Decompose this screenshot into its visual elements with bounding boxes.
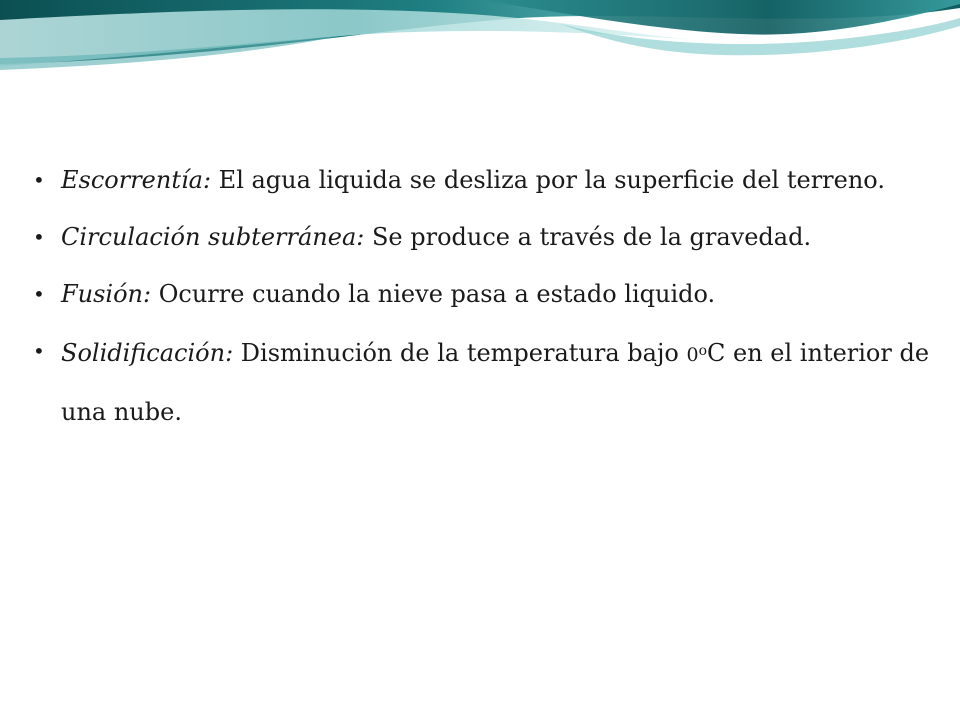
bullet-dot-icon: •	[33, 339, 45, 363]
term-description: El agua liquida se desliza por la superficie del terreno.	[211, 166, 885, 194]
term-label: Fusión:	[61, 280, 152, 308]
slide-content	[33, 152, 933, 441]
term-description-start: Disminución de la temperatura bajo	[233, 339, 687, 367]
term-label: Circulación subterránea:	[61, 223, 365, 251]
term-label: Escorrentía:	[61, 166, 212, 194]
bullet-solidificacion	[33, 323, 933, 441]
header-wave-banner	[0, 0, 960, 80]
term-description: Ocurre cuando la nieve pasa a estado liquido.	[151, 280, 716, 308]
bullet-fusion	[33, 266, 933, 323]
bullet-escorrentia	[33, 152, 933, 209]
term-description: Se produce a través de la gravedad.	[364, 223, 812, 251]
bullet-dot-icon: •	[33, 282, 45, 306]
term-label: Solidificación:	[61, 339, 234, 367]
bullet-dot-icon: •	[33, 225, 45, 249]
term-description-end: C en el interior de una nube.	[61, 339, 930, 426]
degree-number: 0	[686, 344, 699, 366]
bullet-list	[33, 152, 933, 441]
degree-symbol: o	[698, 343, 708, 359]
bullet-dot-icon: •	[33, 168, 45, 192]
bullet-circulacion-subterranea	[33, 209, 933, 266]
